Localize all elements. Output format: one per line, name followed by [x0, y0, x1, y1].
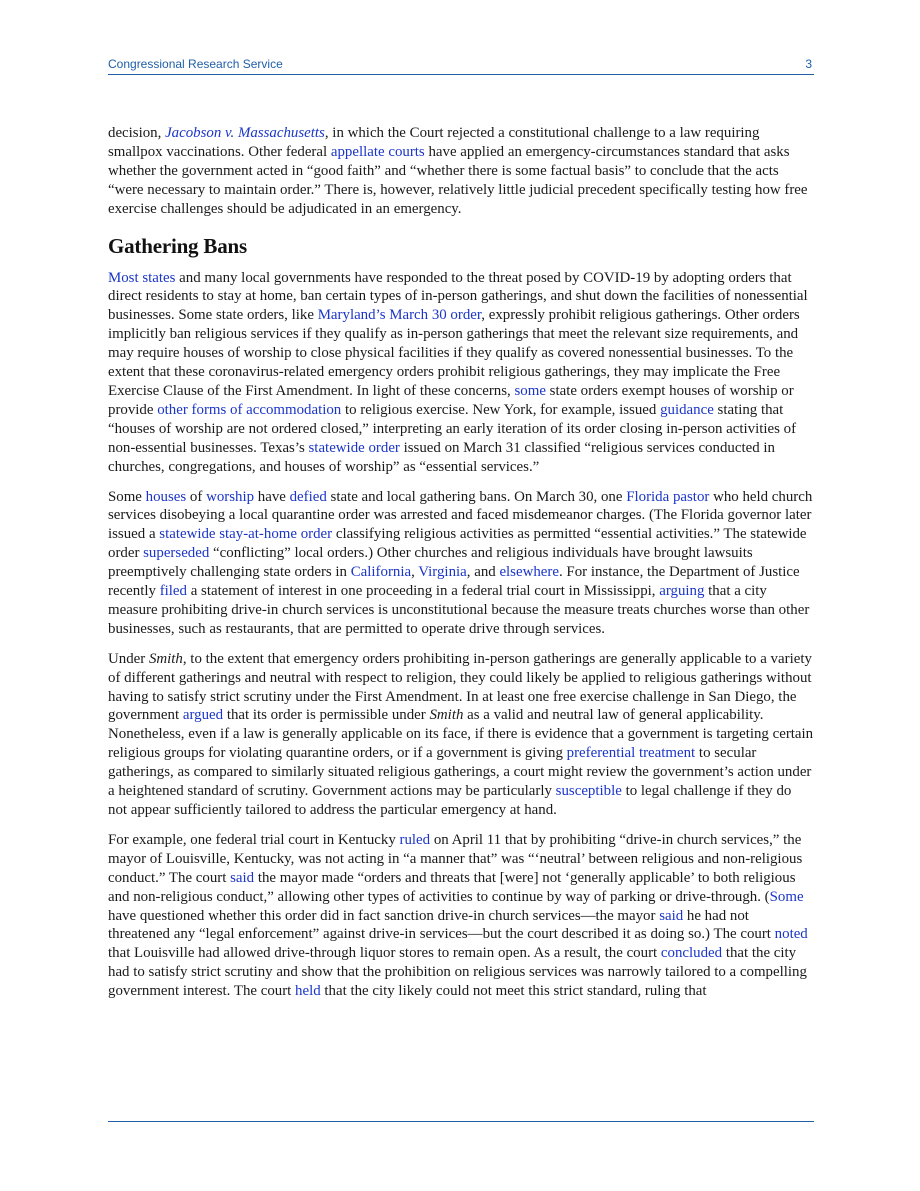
link-elsewhere[interactable]: elsewhere	[499, 564, 559, 581]
link-ruled[interactable]: ruled	[399, 831, 431, 848]
text: the mayor made “orders and threats that [were] not ‘generally applicable’ to both religious and non-religious conduct,” allowing other types of activities to continue by way of parking or drive-through. (	[108, 869, 796, 905]
link-houses[interactable]: houses	[145, 488, 187, 505]
link-florida-pastor[interactable]: Florida pastor	[626, 488, 710, 505]
text: have applied an emergency-circumstances standard that asks whether the government acted in “good faith” and “whether there is some factual basis” to conclude that the acts “were necessary to maintain order.” There is, however, relatively little judicial precedent specifically testing how free exercise challenges should be adjudicated in an emergency.	[108, 143, 808, 217]
link-arguing[interactable]: arguing	[659, 583, 705, 600]
header-org: Congressional Research Service	[108, 57, 283, 71]
link-appellate-courts[interactable]: appellate courts	[330, 143, 425, 160]
text: that its order is permissible under	[223, 707, 430, 724]
text: . For instance, the Department of Justice recently	[108, 564, 800, 600]
text: Some	[108, 488, 146, 505]
text: state and local gathering bans. On March 30, one	[326, 488, 627, 505]
text: classifying religious activities as permitted “essential activities.” The statewide order	[108, 526, 807, 562]
text: issued on March 31 classified “religious services conducted in churches, congregations, and houses of worship” as “essential services.”	[108, 439, 775, 475]
footer-divider	[108, 1121, 814, 1122]
link-concluded[interactable]: concluded	[660, 945, 723, 962]
paragraph-3	[108, 488, 814, 639]
link-preferential-treatment[interactable]: preferential treatment	[566, 745, 696, 762]
link-virginia[interactable]: Virginia	[418, 564, 467, 581]
text: Under	[108, 650, 149, 667]
case-name-smith: Smith	[148, 650, 183, 667]
link-mayor-said[interactable]: said	[659, 907, 684, 924]
link-superseded[interactable]: superseded	[143, 545, 210, 562]
link-most-states[interactable]: Most states	[108, 269, 176, 286]
link-maryland-order[interactable]: Maryland’s March 30 order	[317, 307, 482, 324]
text: that the city had to satisfy strict scrutiny and show that the prohibition on religious services was narrowly tailored to a compelling government interest. The court	[108, 945, 807, 1000]
text: “conflicting” local orders.) Other churches and religious individuals have brought lawsuits preemptively challenging state orders in	[108, 545, 753, 581]
text: to religious exercise. New York, for example, issued	[341, 401, 661, 418]
text: state orders exempt houses of worship or provide	[108, 382, 794, 418]
link-statewide-order[interactable]: statewide order	[308, 439, 400, 456]
text: stating that “houses of worship are not ordered closed,” interpreting an early iteration of its order closing in-person activities of non-essential businesses. Texas’s	[108, 401, 797, 456]
link-filed[interactable]: filed	[159, 583, 187, 600]
text: of	[186, 488, 207, 505]
text: that Louisville had allowed drive-through liquor stores to remain open. As a result, the court	[108, 945, 661, 962]
link-some-questioned[interactable]: Some	[769, 888, 804, 905]
link-defied[interactable]: defied	[289, 488, 327, 505]
paragraph-5	[108, 831, 814, 1001]
section-heading: Gathering Bans	[108, 233, 247, 258]
text: that a city measure prohibiting drive-in church services is unconstitutional because the measure treats churches worse than other businesses, such as restaurants, that are permitted to operate drive through services.	[108, 583, 810, 637]
paragraph-1	[108, 124, 814, 219]
text: ,	[411, 564, 419, 581]
link-argued[interactable]: argued	[182, 707, 224, 724]
link-stay-at-home-order[interactable]: statewide stay-at-home order	[159, 526, 333, 543]
text: he had not threatened any “legal enforcement” against drive-in services—but the court described it as doing so.) The court	[108, 907, 775, 943]
text: , to the extent that emergency orders prohibiting in-person gatherings are generally applicable to a variety of different gatherings and neutral with respect to religion, they could likely be applied to religious gatherings without having to satisfy strict scrutiny under the First Amendment. In at least one free exercise challenge in San Diego, the government	[108, 650, 812, 724]
text: have questioned whether this order did in fact sanction drive-in church services—the mayor	[108, 907, 660, 924]
link-worship[interactable]: worship	[206, 488, 255, 505]
text: For example, one federal trial court in Kentucky	[108, 831, 400, 848]
paragraph-2	[108, 269, 814, 477]
link-other-accommodation[interactable]: other forms of accommodation	[157, 401, 342, 418]
page-number: 3	[805, 57, 812, 71]
link-held[interactable]: held	[295, 983, 321, 1000]
text: and many local governments have responded to the threat posed by COVID-19 by adopting orders that direct residents to stay at home, ban certain types of in-person gatherings, and shut down the facilities of nonessential businesses. Some state orders, like	[108, 269, 808, 324]
link-said[interactable]: said	[230, 869, 255, 886]
link-california[interactable]: California	[350, 564, 412, 581]
text: have	[254, 488, 290, 505]
text: who held church services disobeying a local quarantine order was arrested and faced misdemeanor charges. (The Florida governor later issued a	[108, 488, 813, 543]
paragraph-4	[108, 650, 814, 820]
text: , and	[466, 564, 500, 581]
text: to legal challenge if they do not appear sufficiently tailored to address the particular emergency at hand.	[108, 783, 792, 818]
link-jacobson[interactable]: Jacobson v. Massachusetts	[165, 125, 325, 141]
text: on April 11 that by prohibiting “drive-in church services,” the mayor of Louisville, Kentucky, was not acting in “a manner that” was “‘neutral’ between religious and non-religious conduct.” The court	[108, 831, 803, 886]
link-guidance[interactable]: guidance	[660, 401, 714, 418]
text: decision,	[108, 125, 166, 141]
text: to secular gatherings, as compared to similarly situated religious gatherings, a court might review the government’s action under a heightened standard of scrutiny. Government actions may be particularly	[108, 745, 812, 800]
text: a statement of interest in one proceeding in a federal trial court in Mississippi,	[186, 583, 660, 600]
link-susceptible[interactable]: susceptible	[555, 783, 622, 800]
page-header	[108, 56, 814, 75]
case-name-smith: Smith	[429, 707, 464, 724]
text: that the city likely could not meet this strict standard, ruling that	[320, 983, 707, 1000]
link-noted[interactable]: noted	[774, 926, 808, 943]
text: as a valid and neutral law of general applicability. Nonetheless, even if a law is generally applicable on its face, if there is evidence that a government is targeting certain religious groups for violating quarantine orders, or if a government is giving	[108, 707, 814, 762]
text: , in which the Court rejected a constitutional challenge to a law requiring smallpox vaccinations. Other federal	[108, 125, 760, 160]
link-some[interactable]: some	[514, 382, 546, 399]
document-body	[108, 124, 814, 1012]
text: , expressly prohibit religious gatherings. Other orders implicitly ban religious services if they qualify as in-person gatherings that meet the relevant size requirements, and may require houses of worship to close physical facilities if they qualify as covered nonessential businesses. To the extent that these coronavirus-related emergency orders prohibit religious gatherings, they may implicate the Free Exercise Clause of the First Amendment. In light of these concerns,	[108, 307, 800, 399]
